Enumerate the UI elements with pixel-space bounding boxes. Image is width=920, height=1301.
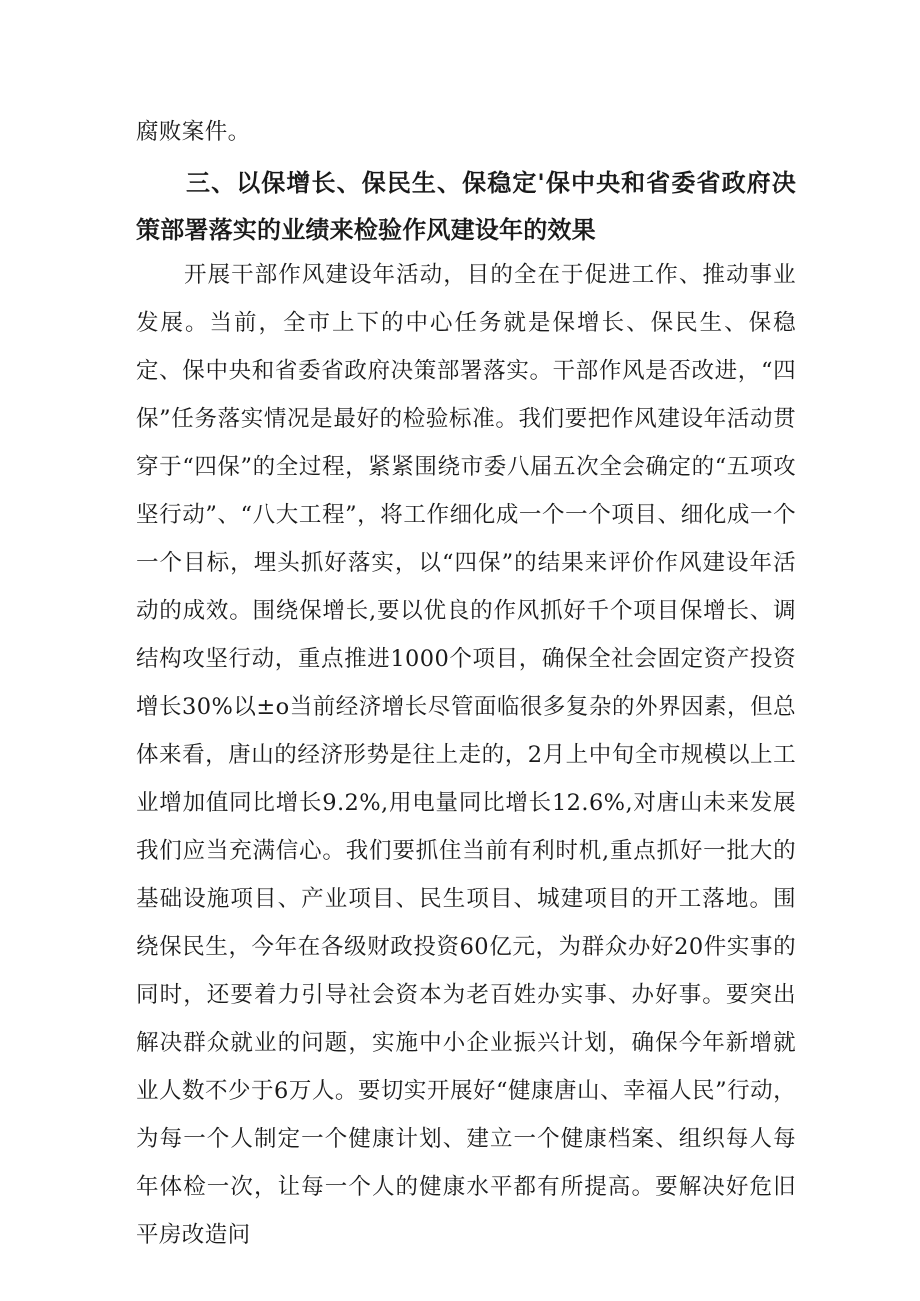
- section-heading: 三、以保增长、保民生、保稳定'保中央和省委省政府决策部署落实的业绩来检验作风建设年的效果: [136, 169, 796, 244]
- body-paragraph: 开展干部作风建设年活动，目的全在于促进工作、推动事业发展。当前，全市上下的中心任务就是保增长、保民生、保稳定、保中央和省委省政府决策部署落实。干部作风是否改进，“四保”任务落实情况是最好的检验标准。我们要把作风建设年活动贯穿于“四保”的全过程，紧紧围绕市委八届五次全会确定的“五项攻坚行动”、“八大工程”，将工作细化成一个一个项目、细化成一个一个目标，埋头抓好落实，以“四保”的结果来评价作风建设年活动的成效。围绕保增长,要以优良的作风抓好千个项目保增长、调结构攻坚行动，重点推进1000个项目，确保全社会固定资产投资增长30%以±o当前经济增长尽管面临很多复杂的外界因素，但总体来看，唐山的经济形势是往上走的，2月上中旬全市规模以上工业增加值同比增长9.2%,用电量同比增长12.6%,对唐山未来发展我们应当充满信心。我们要抓住当前有利时机,重点抓好一批大的基础设施项目、产业项目、民生项目、城建项目的开工落地。围绕保民生，今年在各级财政投资60亿元，为群众办好20件实事的同时，还要着力引导社会资本为老百姓办实事、办好事。要突出解决群众就业的问题，实施中小企业振兴计划，确保今年新增就业人数不少于6万人。要切实开展好“健康唐山、幸福人民”行动，为每一个人制定一个健康计划、建立一个健康档案、组织每人每年体检一次，让每一个人的健康水平都有所提高。要解决好危旧平房改造问: [136, 262, 796, 1248]
- carry-over-text: 腐败案件。: [136, 119, 251, 145]
